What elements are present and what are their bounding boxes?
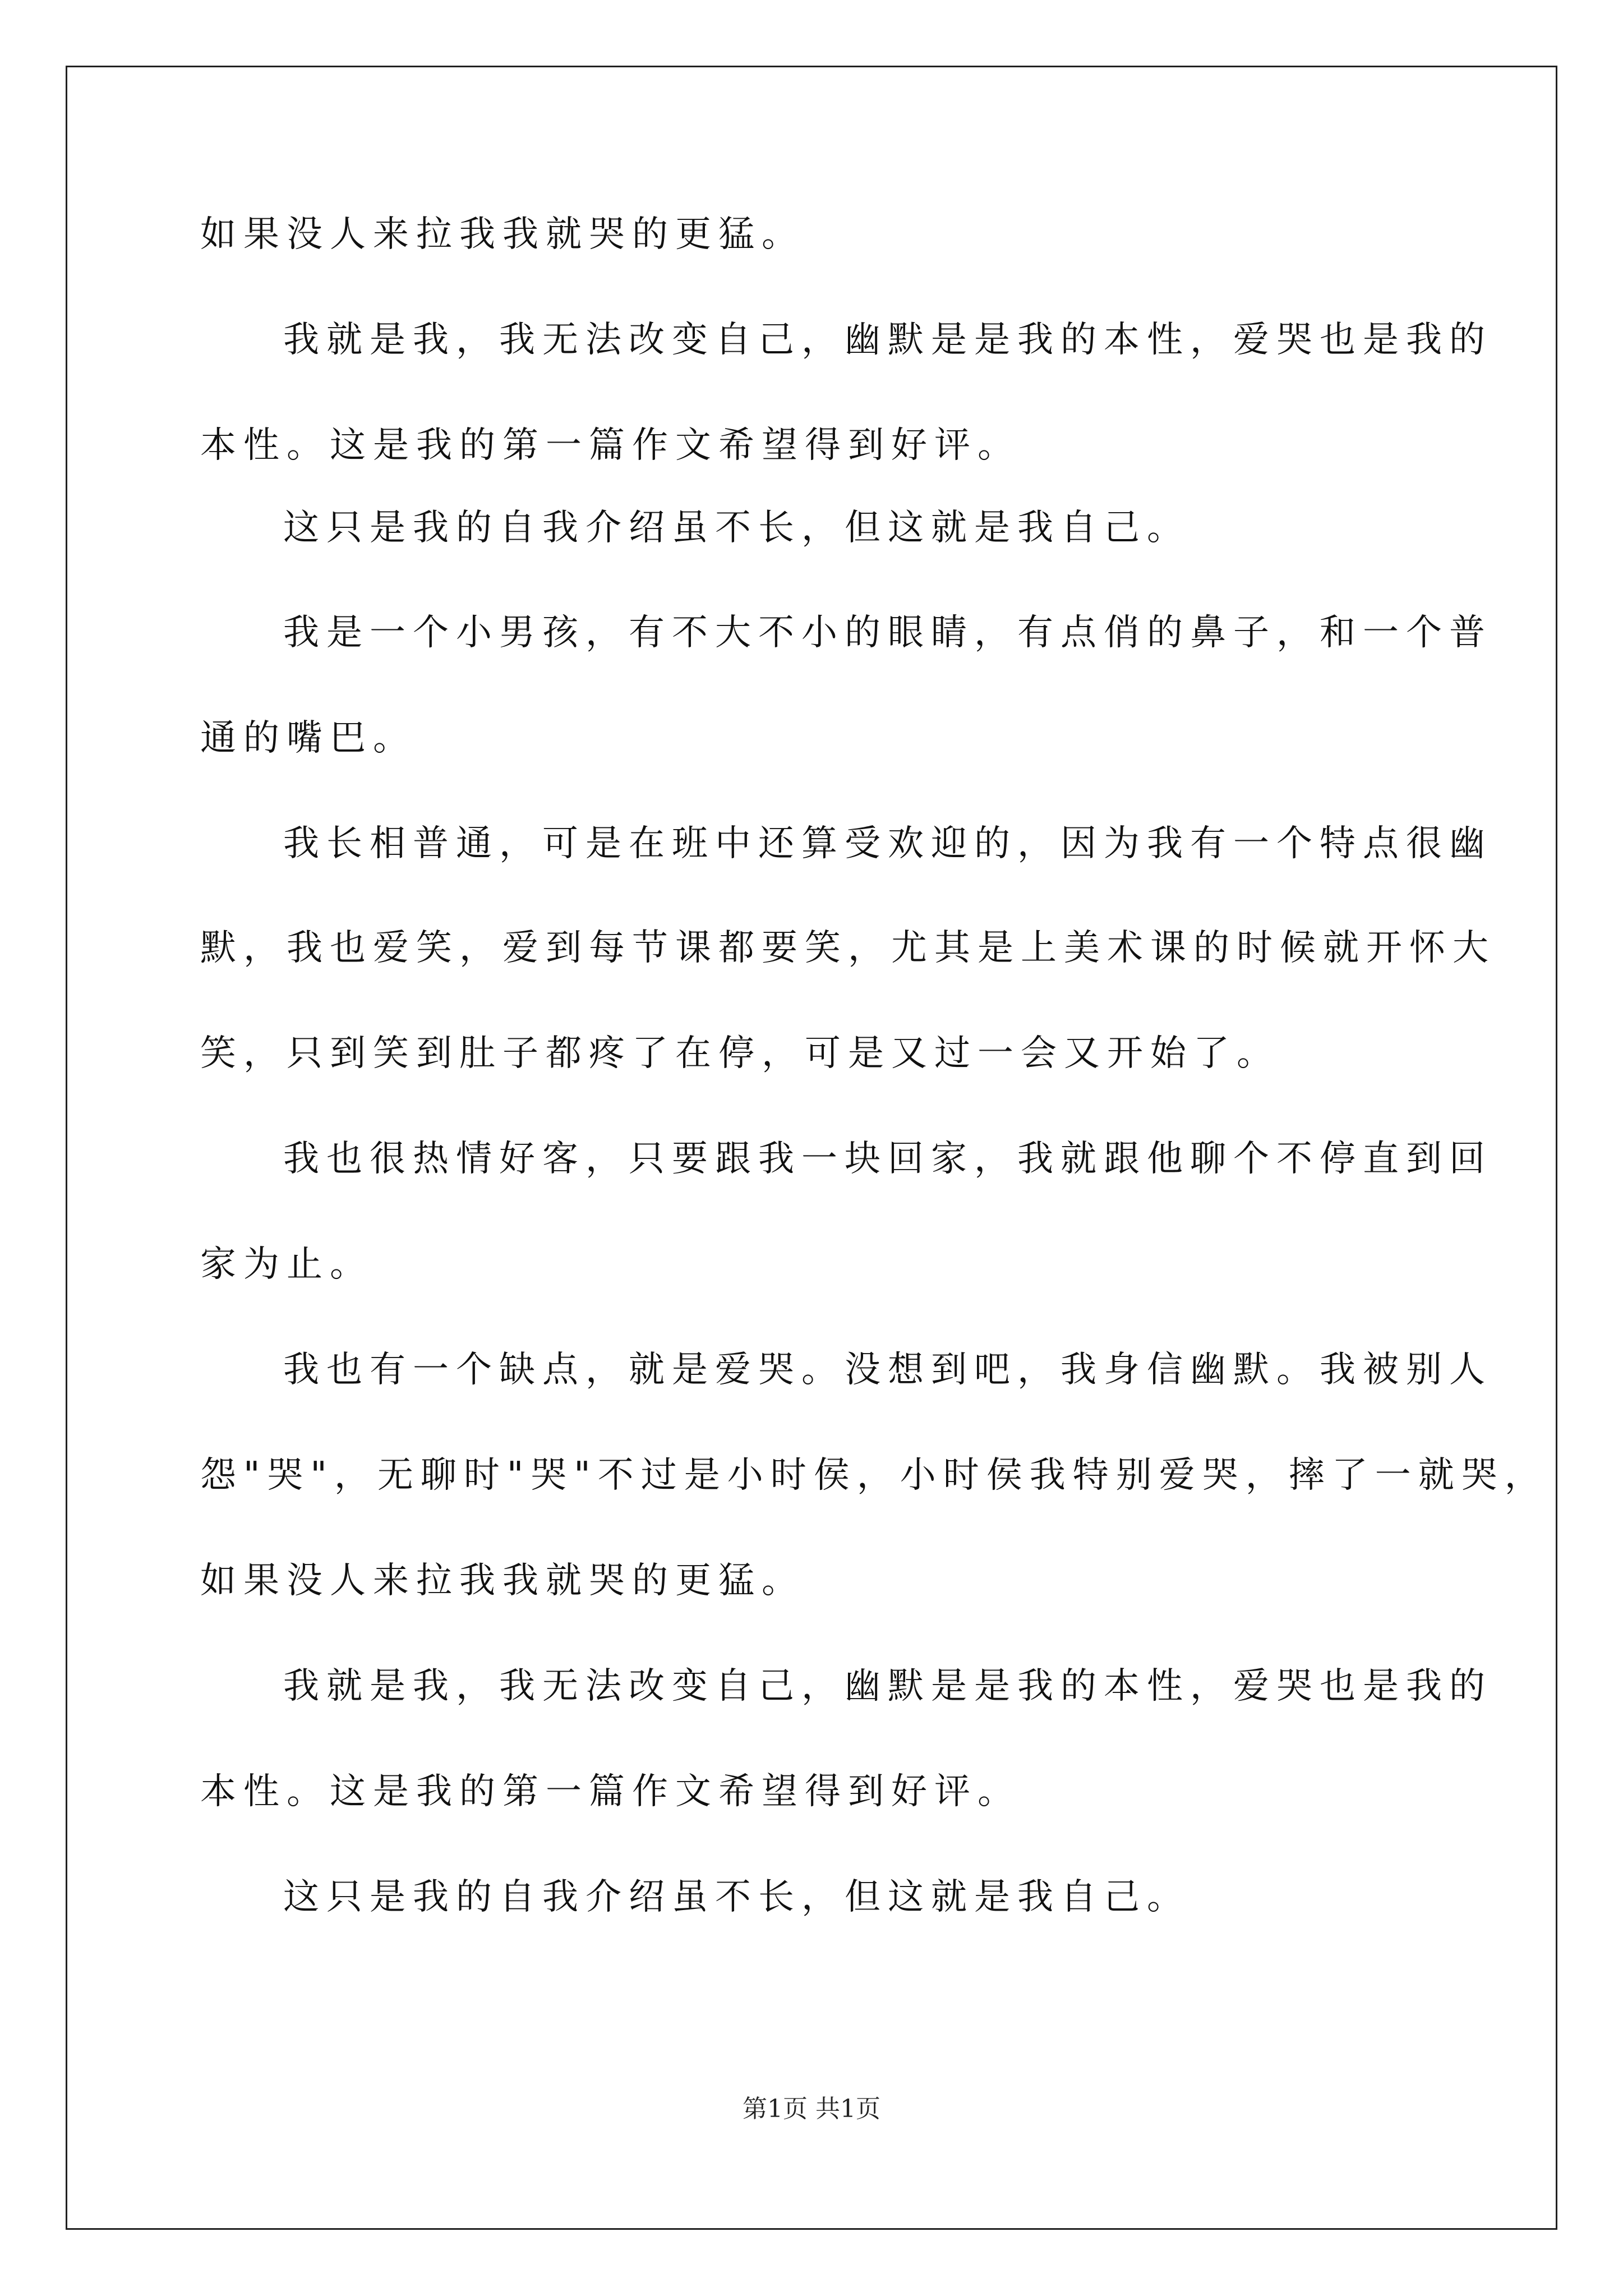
page-footer: 第1页 共1页 <box>743 2095 880 2123</box>
text-line: 这只是我的自我介绍虽不长，但这就是我自己。 <box>283 507 1190 549</box>
text-line: 如果没人来拉我我就哭的更猛。 <box>200 1560 805 1602</box>
text-line: 我就是我，我无法改变自己，幽默是是我的本性，爱哭也是我的 <box>283 1665 1492 1707</box>
text-line: 我长相普通，可是在班中还算受欢迎的，因为我有一个特点很幽 <box>283 823 1492 864</box>
text-line: 笑，只到笑到肚子都疼了在停，可是又过一会又开始了。 <box>200 1033 1280 1074</box>
text-line: 默，我也爱笑，爱到每节课都要笑，尤其是上美术课的时候就开怀大 <box>200 927 1496 969</box>
text-line: 本性。这是我的第一篇作文希望得到好评。 <box>200 425 1021 466</box>
text-line: 我也有一个缺点，就是爱哭。没想到吧，我身信幽默。我被别人 <box>283 1349 1492 1391</box>
text-line: 家为止。 <box>200 1244 373 1285</box>
text-line: 本性。这是我的第一篇作文希望得到好评。 <box>200 1771 1021 1812</box>
text-line: 如果没人来拉我我就哭的更猛。 <box>200 214 805 255</box>
text-line: 我是一个小男孩，有不大不小的眼睛，有点俏的鼻子，和一个普 <box>283 612 1492 654</box>
text-line: 这只是我的自我介绍虽不长，但这就是我自己。 <box>283 1876 1190 1918</box>
text-line: 通的嘴巴。 <box>200 717 416 759</box>
text-line: 我也很热情好客，只要跟我一块回家，我就跟他聊个不停直到回 <box>283 1138 1492 1180</box>
text-line: 怨"哭"，无聊时"哭"不过是小时侯，小时侯我特别爱哭，摔了一就哭， <box>200 1455 1548 1496</box>
text-line: 我就是我，我无法改变自己，幽默是是我的本性，爱哭也是我的 <box>283 319 1492 361</box>
